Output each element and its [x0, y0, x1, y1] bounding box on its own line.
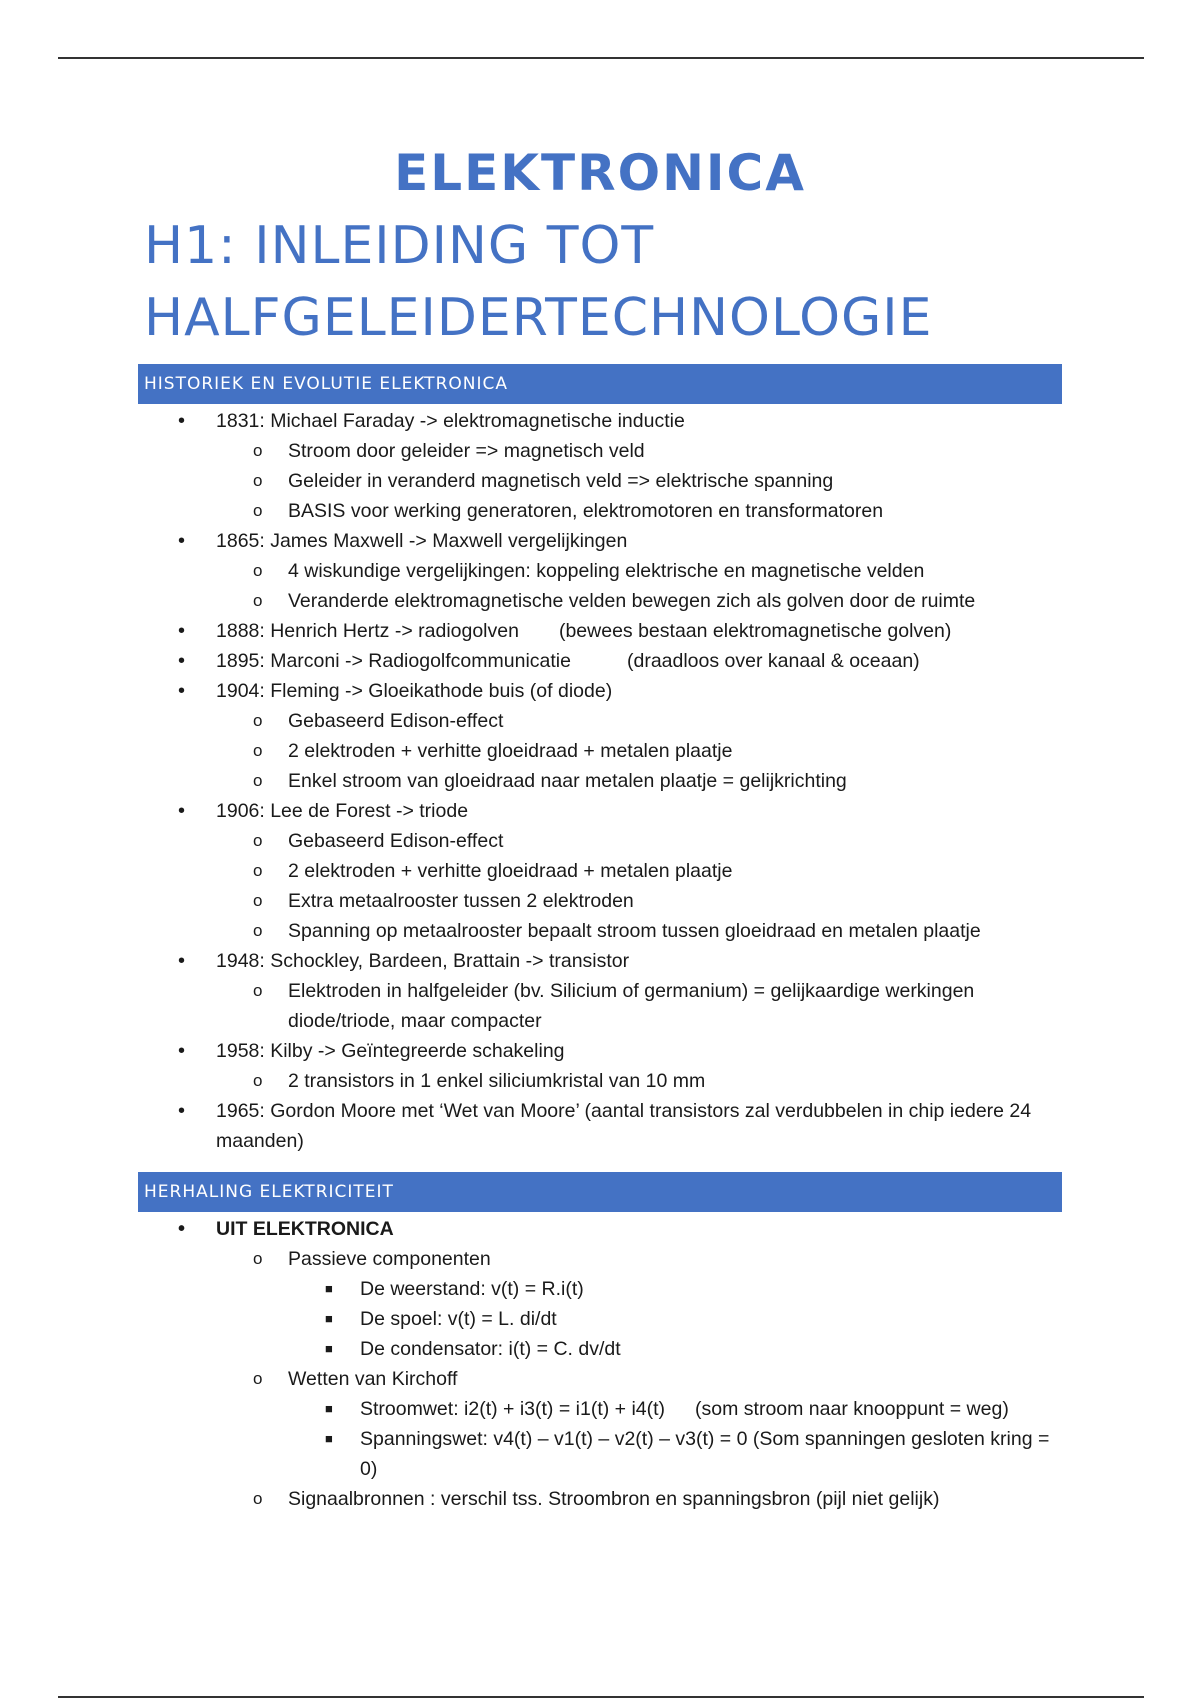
bottom-rule — [58, 1696, 1144, 1698]
sub-sub-list-item: ■ De condensator: i(t) = C. dv/dt — [0, 1334, 1200, 1364]
circle-bullet-icon: o — [253, 831, 263, 850]
chapter-heading-line-2: HALFGELEIDERTECHNOLOGIE — [144, 288, 933, 348]
sub-list-item: o 4 wiskundige vergelijkingen: koppeling elektrische en magnetische velden — [0, 556, 1200, 586]
sub-list-item: o Gebaseerd Edison-effect — [0, 826, 1200, 856]
circle-bullet-icon: o — [253, 981, 263, 1000]
document-title: ELEKTRONICA — [394, 144, 806, 202]
sub-list-item: o 2 elektroden + verhitte gloeidraad + metalen plaatje — [0, 856, 1200, 886]
circle-bullet-icon: o — [253, 441, 263, 460]
circle-bullet-icon: o — [253, 1489, 263, 1508]
circle-bullet-icon: o — [253, 741, 263, 760]
bullet-icon: • — [178, 1218, 186, 1240]
square-bullet-icon: ■ — [325, 1311, 333, 1326]
square-bullet-icon: ■ — [325, 1341, 333, 1356]
chapter-heading — [144, 210, 1144, 354]
list-item: • 1895: Marconi -> Radiogolfcommunicatie (draadloos over kanaal & oceaan) — [0, 646, 1200, 676]
list-item: • 1965: Gordon Moore met ‘Wet van Moore’ (aantal transistors zal verdubbelen in chip iedere 24 maanden) — [0, 1096, 1200, 1156]
list-item: • 1888: Henrich Hertz -> radiogolven (bewees bestaan elektromagnetische golven) — [0, 616, 1200, 646]
circle-bullet-icon: o — [253, 561, 263, 580]
bullet-icon: • — [178, 1100, 186, 1122]
chapter-heading-line-1: H1: INLEIDING TOT — [144, 216, 655, 276]
square-bullet-icon: ■ — [325, 1401, 333, 1416]
sub-list-item: o Veranderde elektromagnetische velden bewegen zich als golven door de ruimte — [0, 586, 1200, 616]
sub-list-item: o BASIS voor werking generatoren, elektromotoren en transformatoren — [0, 496, 1200, 526]
list-item: • UIT ELEKTRONICA — [0, 1214, 1200, 1244]
sub-list-item: o Stroom door geleider => magnetisch veld — [0, 436, 1200, 466]
bullet-icon: • — [178, 800, 186, 822]
circle-bullet-icon: o — [253, 891, 263, 910]
list-item: • 1906: Lee de Forest -> triode — [0, 796, 1200, 826]
sub-list-item: o 2 transistors in 1 enkel siliciumkristal van 10 mm — [0, 1066, 1200, 1096]
bullet-icon: • — [178, 1040, 186, 1062]
section-heading-herhaling: HERHALING ELEKTRICITEIT — [138, 1172, 1062, 1212]
list-item: • 1831: Michael Faraday -> elektromagnetische inductie — [0, 406, 1200, 436]
circle-bullet-icon: o — [253, 1369, 263, 1388]
list-item: • 1948: Schockley, Bardeen, Brattain -> transistor — [0, 946, 1200, 976]
item-note: (som stroom naar knooppunt = weg) — [695, 1398, 1009, 1420]
bullet-icon: • — [178, 530, 186, 552]
sub-sub-list-item: ■ Spanningswet: v4(t) – v1(t) – v2(t) – v3(t) = 0 (Som spanningen gesloten kring = 0) — [0, 1424, 1200, 1484]
item-note: (bewees bestaan elektromagnetische golven) — [558, 620, 952, 642]
square-bullet-icon: ■ — [325, 1431, 333, 1446]
bullet-icon: • — [178, 620, 186, 642]
circle-bullet-icon: o — [253, 1249, 263, 1268]
circle-bullet-icon: o — [253, 771, 263, 790]
sub-list-item: o Passieve componenten — [0, 1244, 1200, 1274]
circle-bullet-icon: o — [253, 471, 263, 490]
sub-list-item: o Gebaseerd Edison-effect — [0, 706, 1200, 736]
sub-sub-list-item: ■ De weerstand: v(t) = R.i(t) — [0, 1274, 1200, 1304]
top-rule — [58, 57, 1144, 59]
list-item: • 1958: Kilby -> Geïntegreerde schakeling — [0, 1036, 1200, 1066]
circle-bullet-icon: o — [253, 921, 263, 940]
sub-list-item: o Wetten van Kirchoff — [0, 1364, 1200, 1394]
sub-sub-list-item: ■ Stroomwet: i2(t) + i3(t) = i1(t) + i4(t) (som stroom naar knooppunt = weg) — [0, 1394, 1200, 1424]
circle-bullet-icon: o — [253, 711, 263, 730]
history-list — [0, 406, 1200, 1156]
item-note: (draadloos over kanaal & oceaan) — [626, 650, 920, 672]
bullet-icon: • — [178, 950, 186, 972]
electricity-list — [0, 1214, 1200, 1514]
bullet-icon: • — [178, 410, 186, 432]
sub-list-item: o Spanning op metaalrooster bepaalt stroom tussen gloeidraad en metalen plaatje — [0, 916, 1200, 946]
bullet-icon: • — [178, 680, 186, 702]
sub-sub-list-item: ■ De spoel: v(t) = L. di/dt — [0, 1304, 1200, 1334]
sub-list-item: o Signaalbronnen : verschil tss. Stroombron en spanningsbron (pijl niet gelijk) — [0, 1484, 1200, 1514]
sub-list-item: o 2 elektroden + verhitte gloeidraad + metalen plaatje — [0, 736, 1200, 766]
circle-bullet-icon: o — [253, 591, 263, 610]
sub-list-item: o Enkel stroom van gloeidraad naar metalen plaatje = gelijkrichting — [0, 766, 1200, 796]
sub-list-item: o Extra metaalrooster tussen 2 elektroden — [0, 886, 1200, 916]
sub-list-item: o Elektroden in halfgeleider (bv. Silicium of germanium) = gelijkaardige werkingen diode/triode, maar compacter — [0, 976, 1200, 1036]
sub-list-item: o Geleider in veranderd magnetisch veld => elektrische spanning — [0, 466, 1200, 496]
list-item: • 1904: Fleming -> Gloeikathode buis (of diode) — [0, 676, 1200, 706]
bullet-icon: • — [178, 650, 186, 672]
section-heading-historiek: HISTORIEK EN EVOLUTIE ELEKTRONICA — [138, 364, 1062, 404]
circle-bullet-icon: o — [253, 861, 263, 880]
circle-bullet-icon: o — [253, 1071, 263, 1090]
square-bullet-icon: ■ — [325, 1281, 333, 1296]
circle-bullet-icon: o — [253, 501, 263, 520]
list-item: • 1865: James Maxwell -> Maxwell vergelijkingen — [0, 526, 1200, 556]
